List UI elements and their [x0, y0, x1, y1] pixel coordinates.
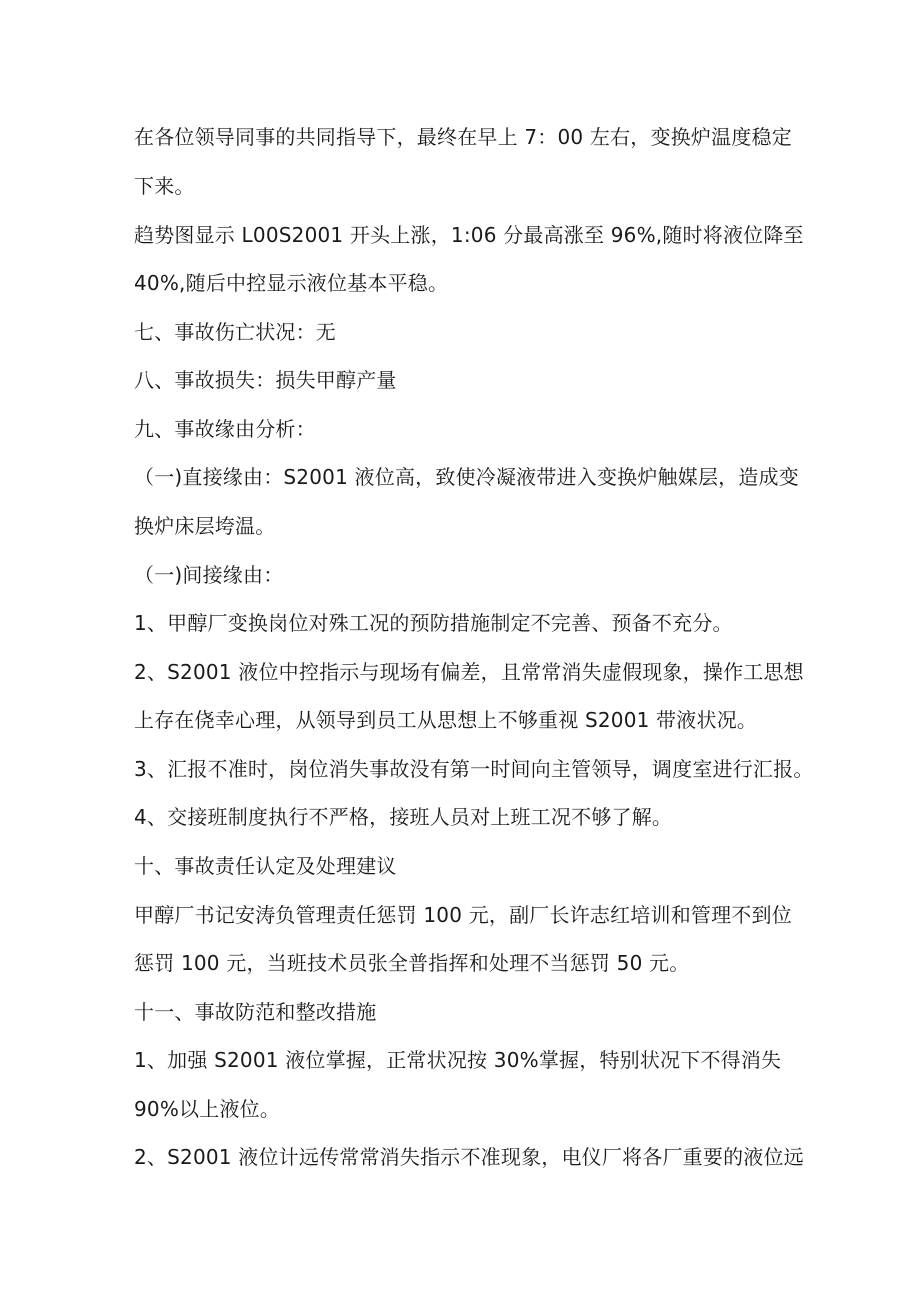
- text-line: 惩罚 100 元，当班技术员张全普指挥和处理不当惩罚 50 元。: [134, 951, 690, 975]
- list-item: 3、汇报不准时，岗位消失事故没有第一时间向主管领导，调度室进行汇报。: [134, 757, 814, 781]
- section-heading: 九、事故缘由分析：: [134, 417, 316, 441]
- text-line: 40%,随后中控显示液位基本平稳。: [134, 271, 449, 295]
- text-line: 在各位领导同事的共同指导下，最终在早上 7：00 左右，变换炉温度稳定: [134, 125, 792, 149]
- list-item: 1、加强 S2001 液位掌握，正常状况按 30%掌握，特别状况下不得消失: [134, 1048, 782, 1072]
- text-line: 换炉床层垮温。: [134, 514, 276, 538]
- list-item: 90%以上液位。: [134, 1097, 281, 1121]
- list-item: 2、S2001 液位中控指示与现场有偏差，且常常消失虚假现象，操作工思想: [134, 660, 804, 684]
- section-heading: 八、事故损失：损失甲醇产量: [134, 368, 397, 392]
- list-item: 1、甲醇厂变换岗位对殊工况的预防措施制定不完善、预备不充分。: [134, 611, 733, 635]
- text-line: 下来。: [134, 174, 195, 198]
- list-item: 上存在侥幸心理，从领导到员工从思想上不够重视 S2001 带液状况。: [134, 708, 758, 732]
- section-heading: 七、事故伤亡状况：无: [134, 320, 336, 344]
- list-item: 2、S2001 液位计远传常常消失指示不准现象，电仪厂将各厂重要的液位远: [134, 1145, 804, 1169]
- text-line: （一)间接缘由：: [134, 563, 284, 587]
- section-heading: 十、事故责任认定及处理建议: [134, 854, 397, 878]
- text-line: 趋势图显示 L00S2001 开头上涨，1:06 分最高涨至 96%,随时将液位降至: [134, 223, 804, 247]
- list-item: 4、交接班制度执行不严格，接班人员对上班工况不够了解。: [134, 805, 673, 829]
- section-heading: 十一、事故防范和整改措施: [134, 1000, 377, 1024]
- text-line: （一)直接缘由：S2001 液位高，致使冷凝液带进入变换炉触媒层，造成变: [134, 465, 799, 489]
- text-line: 甲醇厂书记安涛负管理责任惩罚 100 元，副厂长许志红培训和管理不到位: [134, 903, 792, 927]
